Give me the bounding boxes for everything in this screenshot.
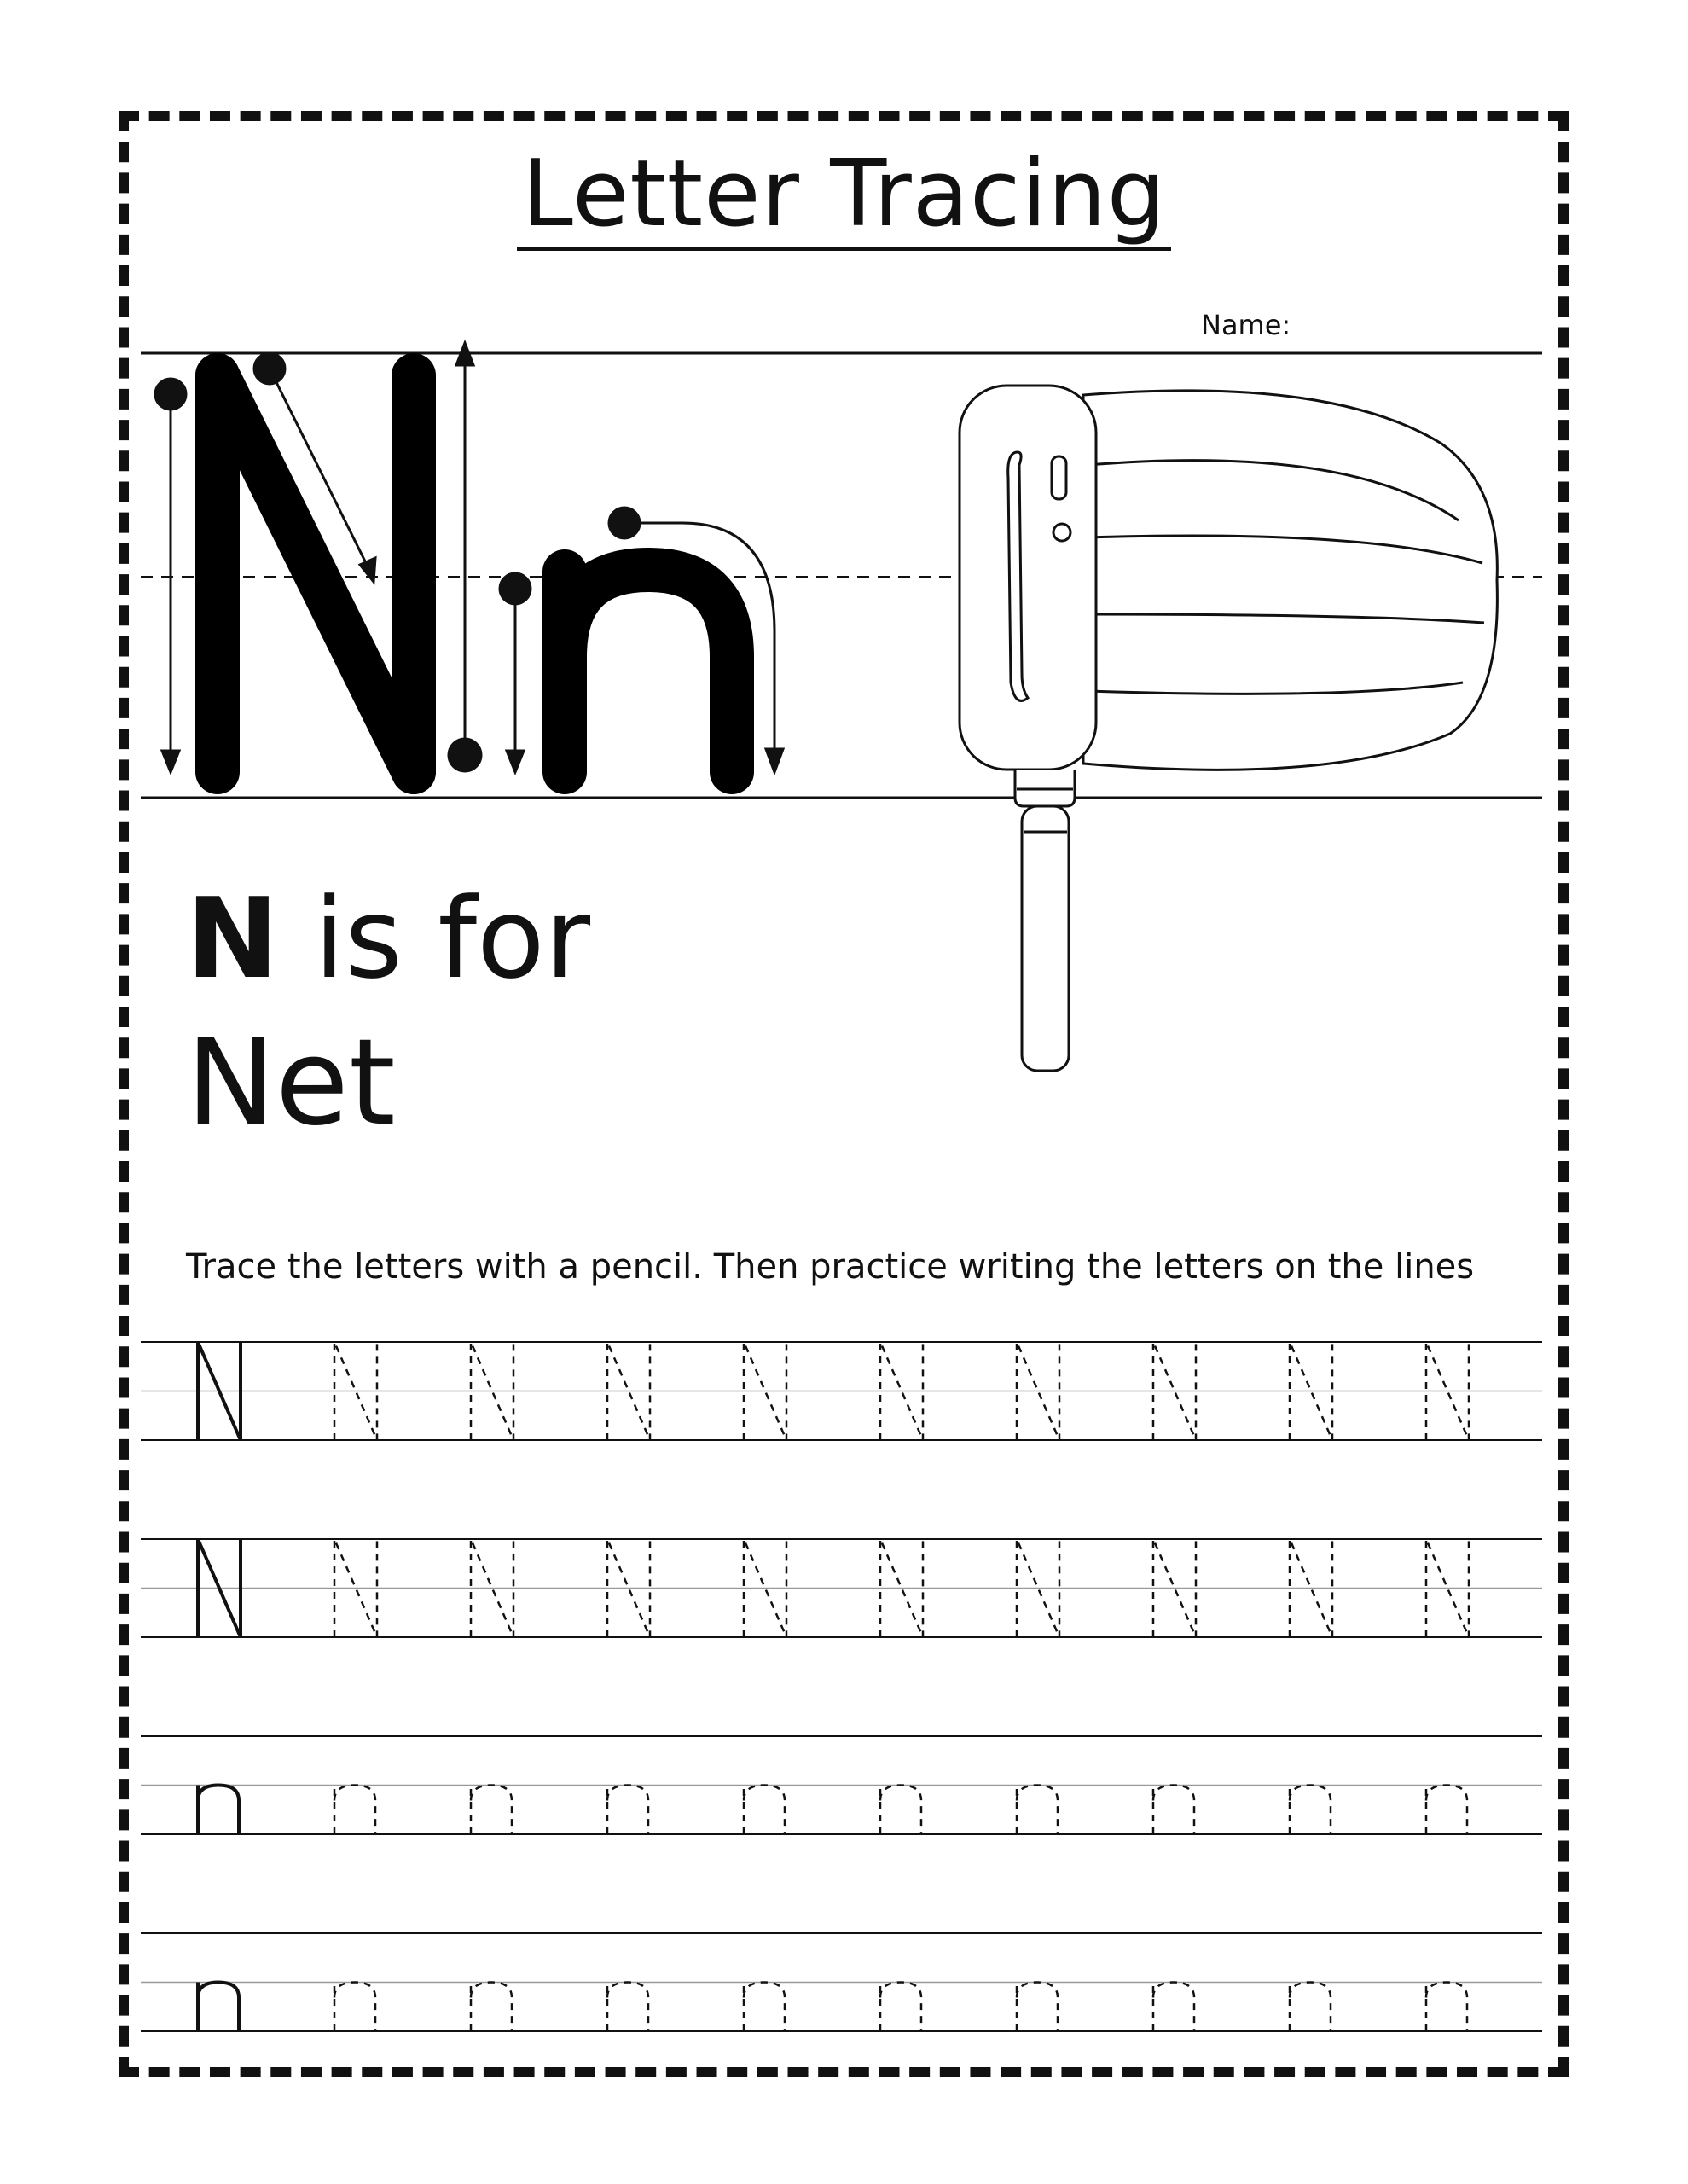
trace-letter [744,1786,785,1835]
trace-letter [607,1983,648,2032]
trace-letter [1017,1983,1058,2032]
phrase-connector: is for [278,874,591,1003]
practice-row[interactable] [141,1736,1542,1834]
trace-letter [1426,1786,1467,1835]
trace-letter [1290,1983,1331,2032]
trace-letter [1290,1786,1331,1835]
model-letter [198,1786,239,1835]
name-label: Name: [1201,309,1291,341]
trace-letter [607,1786,648,1835]
trace-letter [880,1786,921,1835]
trace-letter [880,1983,921,2032]
model-letter [198,1983,239,2032]
trace-letter [334,1983,375,2032]
trace-letter [471,1786,512,1835]
trace-letter [1153,1786,1194,1835]
practice-row[interactable] [141,1539,1542,1637]
phrase-letter: N [186,874,279,1003]
trace-letter [1426,1983,1467,2032]
trace-letter [334,1786,375,1835]
trace-letter [744,1983,785,2032]
trace-letter [471,1983,512,2032]
practice-row[interactable] [141,1342,1542,1440]
instructions-text: Trace the letters with a pencil. Then practice writing the letters on the lines [186,1247,1475,1287]
practice-row[interactable] [141,1933,1542,2031]
trace-letter [1153,1983,1194,2032]
phrase-word: Net [186,1014,396,1153]
page-title: Letter Tracing [0,141,1688,247]
trace-letter [1017,1786,1058,1835]
